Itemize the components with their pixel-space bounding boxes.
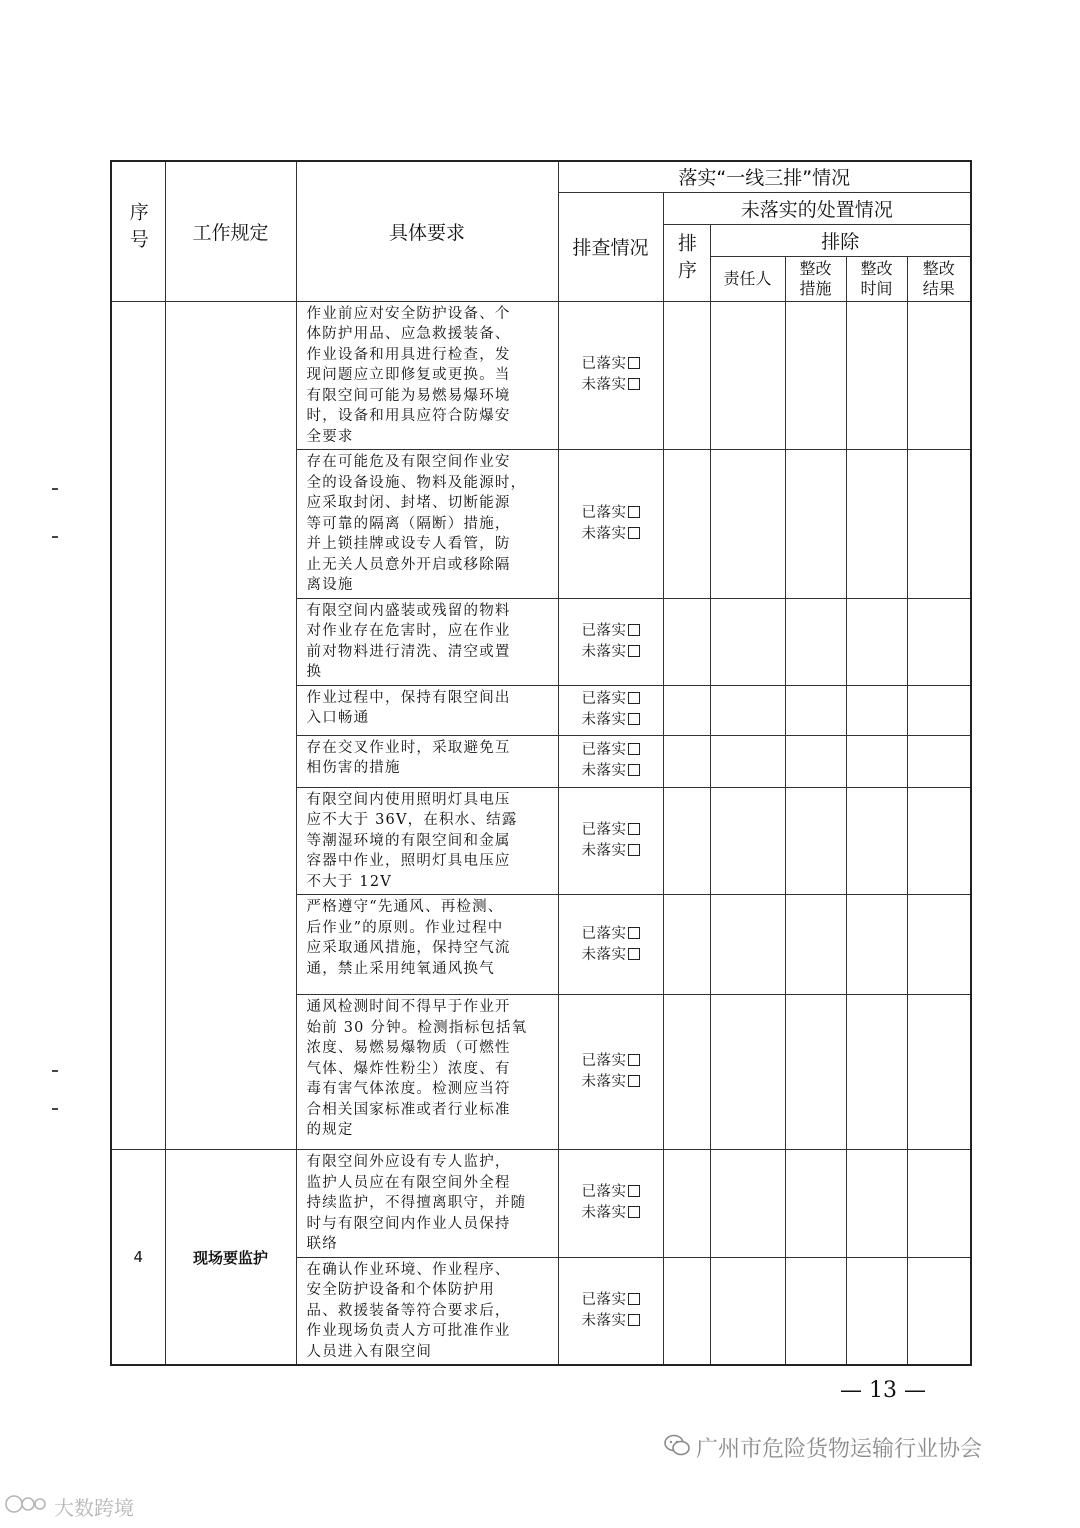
checkbox-undone[interactable] — [628, 713, 640, 725]
checkbox-undone[interactable] — [628, 378, 640, 390]
header-unimplemented: 未落实的处置情况 — [663, 192, 971, 224]
rule-cell — [165, 301, 296, 1150]
check-cell: 已落实 未落实 — [558, 1150, 663, 1258]
checkbox-done[interactable] — [628, 357, 640, 369]
checkbox-undone[interactable] — [628, 948, 640, 960]
margin-mark — [52, 1070, 58, 1072]
header-measure: 整改措施 — [785, 256, 846, 301]
page-number: — 13 — — [840, 1378, 926, 1403]
requirement-text: 作业过程中，保持有限空间出 入口畅通 — [296, 685, 558, 735]
margin-mark — [52, 536, 58, 538]
check-cell: 已落实 未落实 — [558, 598, 663, 685]
check-cell: 已落实 未落实 — [558, 787, 663, 895]
margin-mark — [52, 1108, 58, 1110]
header-seq: 序号 — [111, 161, 165, 301]
check-cell: 已落实 未落实 — [558, 1257, 663, 1365]
header-requirement: 具体要求 — [296, 161, 558, 301]
requirement-text: 通风检测时间不得早于作业开 始前 30 分钟。检测指标包括氧 浓度、易燃易爆物质（可燃性 气体、爆炸性粉尘）浓度、有 毒有害气体浓度。检测应当符 合相关国家标准或者行业标准 的规定 — [296, 995, 558, 1150]
requirement-text: 作业前应对安全防护设备、个 体防护用品、应急救援装备、 作业设备和用具进行检查，发 现问题应立即修复或更换。当 有限空间可能为易燃易爆环境 时，设备和用具应符合防爆安 全要求 — [296, 301, 558, 450]
checkbox-undone[interactable] — [628, 645, 640, 657]
header-result: 整改结果 — [907, 256, 971, 301]
margin-mark — [52, 488, 58, 490]
checkbox-done[interactable] — [628, 1054, 640, 1066]
inspection-table — [110, 160, 972, 1366]
check-cell: 已落实 未落实 — [558, 895, 663, 995]
checkbox-done[interactable] — [628, 692, 640, 704]
requirement-text: 有限空间内盛装或残留的物料 对作业存在危害时，应在作业 前对物料进行清洗、清空或置 换 — [296, 598, 558, 685]
brand-logo-icon — [4, 1493, 50, 1520]
check-cell: 已落实 未落实 — [558, 685, 663, 735]
header-sort: 排序 — [663, 224, 710, 301]
checkbox-done[interactable] — [628, 743, 640, 755]
requirement-text: 存在可能危及有限空间作业安 全的设备设施、物料及能源时， 应采取封闭、封堵、切断能源 等可靠的隔离（隔断）措施， 并上锁挂牌或设专人看管，防 止无关人员意外开启或移除隔 离设施 — [296, 450, 558, 599]
group-number: 4 — [111, 1150, 165, 1366]
watermark-left-text: 大数跨境 — [54, 1496, 134, 1520]
header-responsible: 责任人 — [710, 256, 785, 301]
group-rule: 现场要监护 — [165, 1150, 296, 1366]
requirement-text: 有限空间外应设有专人监护， 监护人员应在有限空间外全程 持续监护，不得擅离职守，并随 时与有限空间内作业人员保持 联络 — [296, 1150, 558, 1258]
table-row — [111, 1150, 971, 1258]
watermark-left — [4, 1492, 134, 1521]
checkbox-undone[interactable] — [628, 527, 640, 539]
header-eliminate: 排除 — [710, 224, 971, 256]
watermark-right — [664, 1432, 982, 1463]
header-time: 整改时间 — [846, 256, 907, 301]
checkbox-done[interactable] — [628, 1293, 640, 1305]
requirement-text: 存在交叉作业时，采取避免互 相伤害的措施 — [296, 735, 558, 787]
checkbox-done[interactable] — [628, 624, 640, 636]
header-rule: 工作规定 — [165, 161, 296, 301]
checkbox-undone[interactable] — [628, 1075, 640, 1087]
check-cell: 已落实 未落实 — [558, 450, 663, 599]
checkbox-undone[interactable] — [628, 844, 640, 856]
header-check: 排查情况 — [558, 192, 663, 301]
requirement-text: 严格遵守“先通风、再检测、 后作业”的原则。作业过程中 应采取通风措施，保持空气流 通，禁止采用纯氧通风换气 — [296, 895, 558, 995]
checkbox-done[interactable] — [628, 823, 640, 835]
checkbox-undone[interactable] — [628, 1314, 640, 1326]
checkbox-done[interactable] — [628, 1185, 640, 1197]
requirement-text: 有限空间内使用照明灯具电压 应不大于 36V，在积水、结露 等潮湿环境的有限空间和金属 容器中作业，照明灯具电压应 不大于 12V — [296, 787, 558, 895]
wechat-icon — [664, 1434, 690, 1462]
requirement-text: 在确认作业环境、作业程序、 安全防护设备和个体防护用 品、救援装备等符合要求后， 作业现场负责人方可批准作业 人员进入有限空间 — [296, 1257, 558, 1365]
table-row — [111, 301, 971, 450]
header-implementation: 落实“一线三排”情况 — [558, 161, 971, 192]
check-cell: 已落实 未落实 — [558, 301, 663, 450]
checkbox-undone[interactable] — [628, 1206, 640, 1218]
check-cell: 已落实 未落实 — [558, 995, 663, 1150]
check-cell: 已落实 未落实 — [558, 735, 663, 787]
seq-cell — [111, 301, 165, 1150]
checkbox-done[interactable] — [628, 927, 640, 939]
checkbox-undone[interactable] — [628, 764, 640, 776]
watermark-right-text: 广州市危险货物运输行业协会 — [696, 1437, 983, 1462]
checkbox-done[interactable] — [628, 506, 640, 518]
